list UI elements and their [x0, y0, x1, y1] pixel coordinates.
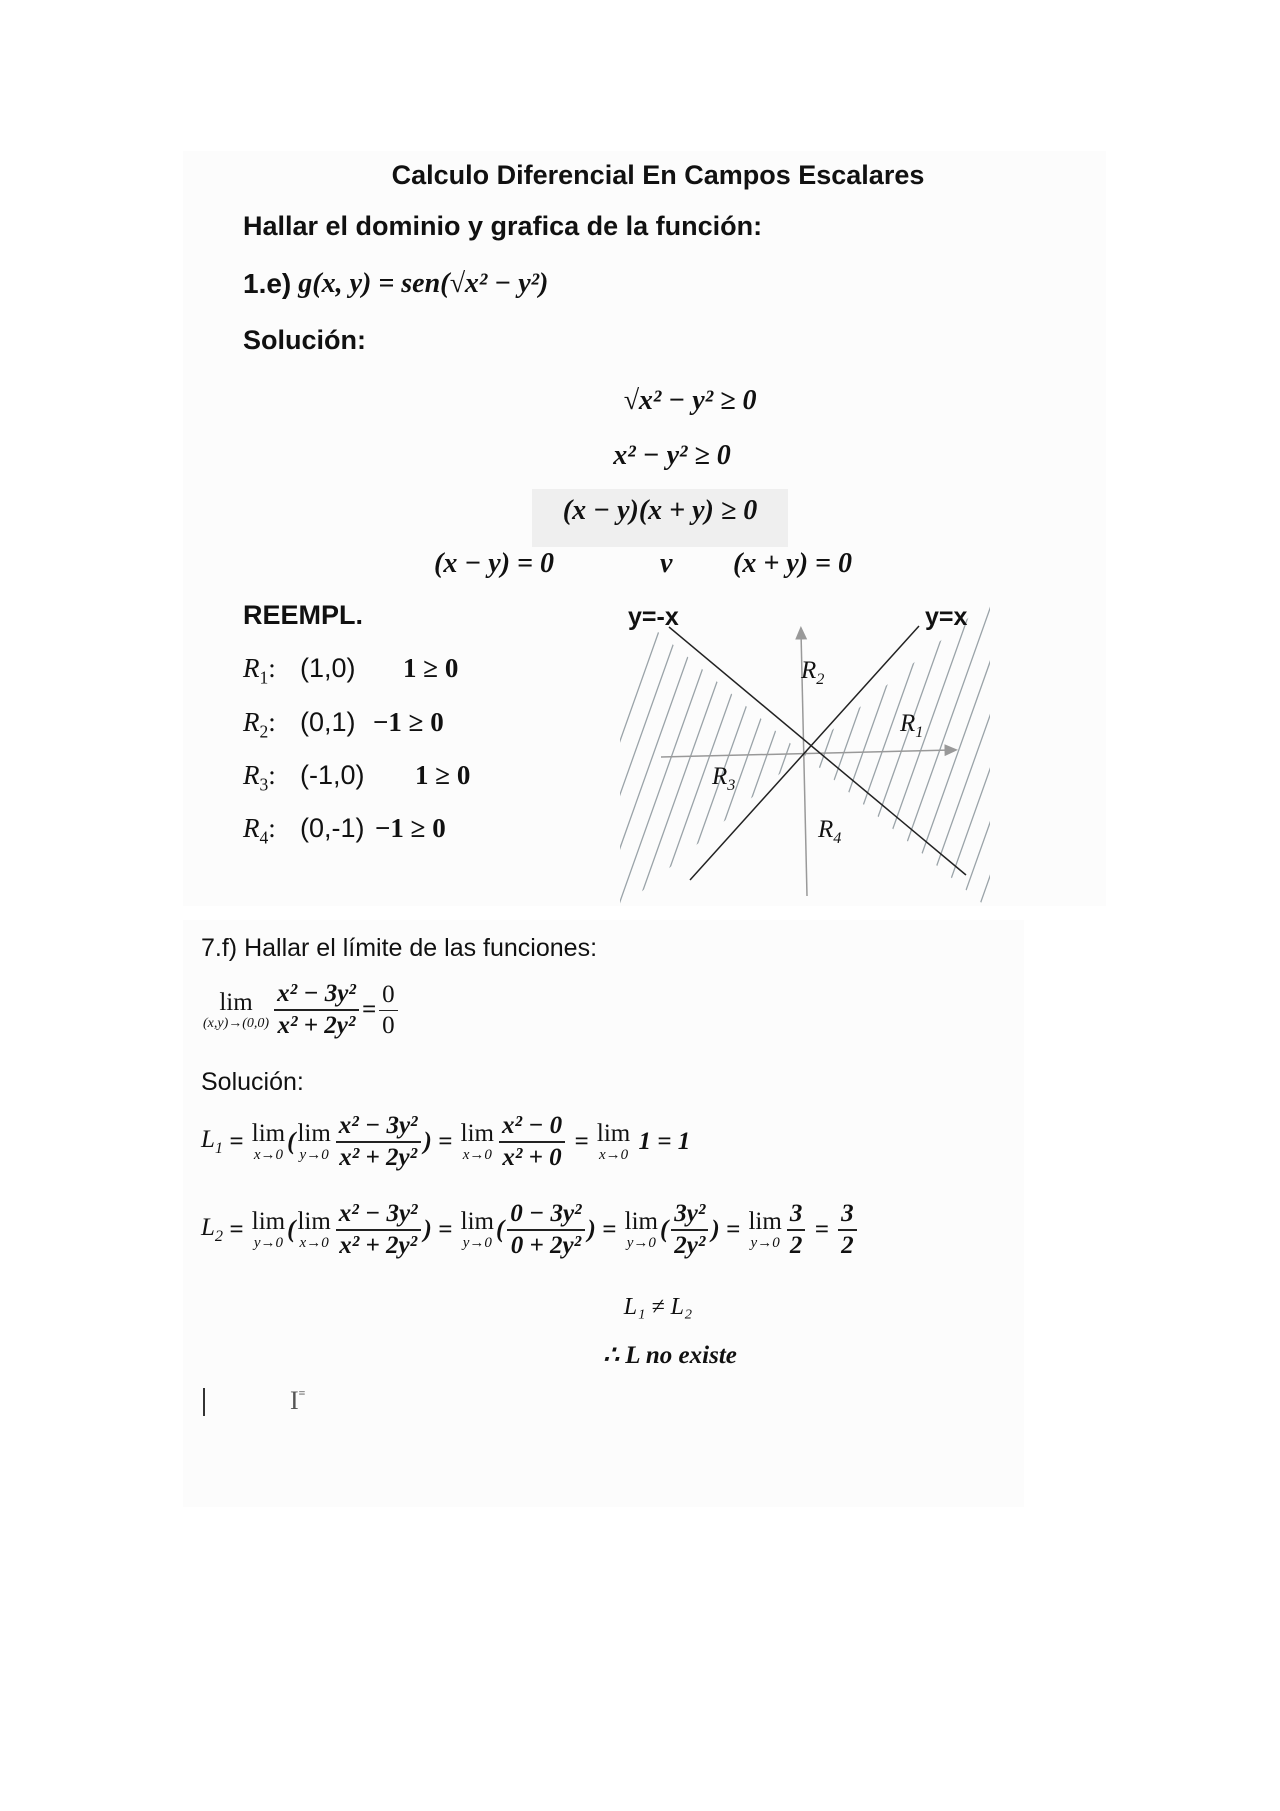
region-name: R [243, 653, 260, 683]
math-token: L [201, 1214, 215, 1241]
math-token: y→0 [626, 1235, 656, 1251]
math-token: lim [297, 1208, 331, 1235]
math-token: x→0 [253, 1147, 284, 1163]
hatch-right [560, 600, 1164, 910]
math-token: 3y² [671, 1200, 708, 1231]
numerator: 0 [379, 981, 398, 1011]
region-test-2: $R_2$: (0,1) −1 ≥ 0 [243, 707, 444, 742]
hatch-line [1016, 600, 1126, 910]
region-name: R [243, 707, 260, 737]
math-token: x² − 3y² [336, 1200, 421, 1231]
ibeam-cursor-icon: I≡ [290, 1386, 306, 1415]
math-token: lim [460, 1208, 494, 1235]
region-test: 1 ≥ 0 [403, 653, 459, 683]
math-token: y→0 [253, 1235, 284, 1251]
text-cursor[interactable] [203, 1388, 205, 1416]
region-sub: 4 [259, 827, 269, 848]
math-token: x² − 3y² [336, 1112, 421, 1143]
math-token: 3 [727, 776, 736, 794]
hatch-line [1054, 600, 1164, 910]
conclusion: ∴ L no existe [603, 1342, 737, 1369]
math-token: x→0 [598, 1147, 629, 1163]
math-token: lim [251, 1208, 286, 1235]
step-3: (x − y)(x + y) ≥ 0 [562, 495, 758, 526]
region-point: (0,-1) [300, 813, 365, 843]
limit-instruction: 7.f) Hallar el límite de las funciones: [201, 934, 598, 962]
region-point: (-1,0) [300, 760, 365, 790]
hatch-line [978, 600, 1088, 910]
problem-label: 1.e) [243, 268, 292, 299]
region-point: (1,0) [300, 653, 356, 683]
region-name: R [243, 813, 260, 843]
hatch-line [1054, 600, 1164, 910]
math-token: 2 [841, 1232, 854, 1259]
hatch-line [997, 600, 1107, 910]
math-token: lim [297, 1120, 331, 1147]
solution-label: Solución: [243, 325, 366, 355]
math-token: lim [251, 1120, 286, 1147]
instruction-heading: Hallar el dominio y grafica de la función: [243, 211, 763, 241]
math-token: x² − 0 [499, 1112, 565, 1143]
math-token: R [818, 816, 834, 843]
region-sub: 2 [259, 721, 269, 742]
math-token: lim [748, 1208, 782, 1235]
math-token: y→0 [462, 1235, 492, 1251]
hatch-line [1035, 600, 1145, 910]
case-connector: v [660, 548, 673, 579]
hatch-line [997, 600, 1107, 910]
graph-label-r3 [712, 763, 735, 795]
equals: = [361, 996, 377, 1023]
math-token: L [201, 1126, 215, 1153]
math-token: lim [624, 1208, 658, 1235]
limit-expression [201, 980, 401, 1040]
graph-label-r4 [818, 816, 841, 848]
math-token: 2y² [674, 1232, 706, 1259]
numerator: x² − 3y² [274, 980, 359, 1011]
function-expression: g(x, y) = sen(√x² − y²) [298, 268, 549, 299]
math-token: x² + 2y² [339, 1144, 418, 1171]
label-y-x: y=x [925, 603, 968, 631]
region-test-1: $R_1$: (1,0) 1 ≥ 0 [243, 653, 459, 688]
math-token: x→0 [462, 1147, 492, 1163]
solution-label-2: Solución: [201, 1068, 304, 1096]
case-left: (x − y) = 0 [434, 548, 554, 579]
math-token: lim [596, 1120, 631, 1147]
math-token: 0 + 2y² [510, 1232, 582, 1259]
graph-label-r2 [801, 657, 824, 689]
l1-not-equal-l2: L₁ ≠ L₂ [623, 1294, 693, 1320]
lim-text: lim [219, 988, 253, 1016]
math-token: 1 = 1 [638, 1128, 691, 1155]
region-test-3: $R_3$: (-1,0) 1 ≥ 0 [243, 760, 471, 795]
denominator: 0 [382, 1011, 395, 1039]
math-token: R [712, 763, 728, 790]
region-point: (0,1) [300, 707, 356, 737]
math-token: 2 [214, 1227, 224, 1245]
graph-label-r1 [900, 710, 923, 742]
hatch-line [978, 600, 1088, 910]
math-token: 2 [816, 670, 825, 688]
region-test-4: $R_4$: (0,-1) −1 ≥ 0 [243, 813, 446, 848]
math-token: 1 [214, 1139, 224, 1157]
math-token: 2 [789, 1232, 803, 1259]
region-name: R [243, 760, 260, 790]
math-token: x² + 2y² [339, 1232, 418, 1259]
math-token: 3 [787, 1200, 806, 1231]
math-token: 1 [915, 723, 924, 741]
label-y-neg-x: y=-x [628, 603, 679, 631]
l1-derivation: $L_1$ = lim x→0 ( lim y→0 $\frac{\text{x² − 3y²}}{\text{x² + 2y²}}$ ) = lim x→0 $\frac{\text{x² − 0}}{\text{x² + 0}}$ = lim x→0 1 = 1 [201, 1112, 691, 1171]
case-right: (x + y) = 0 [733, 548, 852, 579]
math-token: 4 [833, 829, 842, 847]
math-token: R [900, 710, 916, 737]
page-title: Calculo Diferencial En Campos Escalares [391, 160, 925, 190]
math-token: x² + 0 [502, 1144, 562, 1171]
lim-subscript: (x,y)→(0,0) [203, 1015, 270, 1031]
region-sub: 3 [259, 774, 269, 795]
math-token: y→0 [299, 1147, 329, 1163]
region-test: −1 ≥ 0 [373, 707, 444, 737]
region-sub: 1 [259, 667, 269, 688]
math-token: 0 − 3y² [507, 1200, 584, 1231]
reempl-label: REEMPL. [243, 600, 364, 630]
math-token: R [801, 657, 817, 684]
hatch-line [1016, 600, 1126, 910]
l2-derivation: $L_2$ = lim y→0 ( lim x→0 $\frac{\text{x² − 3y²}}{\text{x² + 2y²}}$ ) = lim y→0 ( $\frac{\text{0 − 3y²}}{\text{0 + 2y²}}$ ) = lim y→0 ( $\frac{\text{3y²}}{\text{2y²}}$ ) = lim y→0 $\frac{3}{2}$ = $\frac{3}{2}$ [201, 1200, 860, 1260]
step-1: √x² − y² ≥ 0 [623, 385, 757, 416]
math-token: x→0 [299, 1235, 329, 1251]
hatch-line [1035, 600, 1145, 910]
math-token: y→0 [750, 1235, 780, 1251]
math-token: lim [460, 1120, 494, 1147]
region-test: 1 ≥ 0 [415, 760, 471, 790]
step-2: x² − y² ≥ 0 [613, 440, 731, 471]
region-test: −1 ≥ 0 [375, 813, 446, 843]
denominator: x² + 2y² [277, 1012, 356, 1039]
math-token: 3 [838, 1200, 857, 1231]
